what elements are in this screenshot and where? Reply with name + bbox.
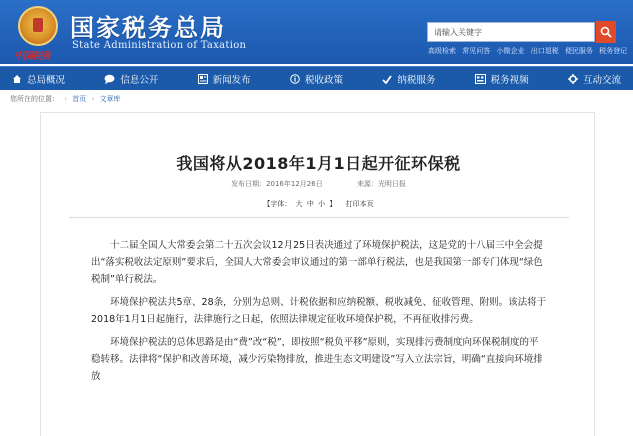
breadcrumb-archive[interactable]: 文章库 bbox=[99, 95, 121, 103]
article-paragraph: 环境保护税法的总体思路是由“费”改“税”，即按照“税负平移”原则，实现排污费制度向环保税制度的平稳转移。法律将“保护和改善环境，减少污染物排放，推进生态文明建设”写入立法宗旨，明确“直接向环境排放 bbox=[91, 337, 543, 382]
tax-emblem-logo[interactable] bbox=[18, 6, 58, 46]
quick-link[interactable]: 便民服务 bbox=[564, 47, 593, 55]
nav-item-video[interactable] bbox=[475, 67, 529, 91]
nav-item-interaction[interactable] bbox=[568, 67, 621, 91]
site-header bbox=[0, 0, 633, 64]
nav-item-service[interactable] bbox=[382, 67, 435, 91]
article-paragraph: 环境保护税法共5章、28条，分别为总则、计税依据和应纳税额、税收减免、征收管理、附则。该法将于2018年1月1日起施行，法律施行之日起，依照法律规定征收环境保护税，不再征收排污费。 bbox=[91, 297, 547, 325]
quick-link[interactable]: 常见问答 bbox=[462, 47, 491, 55]
breadcrumb bbox=[10, 94, 121, 106]
nav-label: 信息公开 bbox=[120, 75, 159, 86]
nav-label: 互动交流 bbox=[582, 75, 621, 86]
search-button[interactable] bbox=[596, 21, 616, 43]
site-title[interactable]: 国家税务总局 bbox=[70, 14, 226, 42]
article-source bbox=[357, 180, 406, 188]
date-label: 发布日期： bbox=[231, 180, 267, 188]
quick-link[interactable]: 税务登记 bbox=[599, 47, 628, 55]
nav-label: 纳税服务 bbox=[397, 75, 436, 86]
home-icon bbox=[12, 74, 22, 84]
nav-label: 税务视频 bbox=[490, 75, 529, 86]
article-title: 我国将从2018年1月1日起开征环保税 bbox=[176, 154, 461, 173]
font-size-close: 】 bbox=[329, 200, 337, 208]
nav-label: 总局概况 bbox=[27, 75, 66, 86]
breadcrumb-prefix: 您所在的位置： bbox=[10, 95, 59, 103]
article-divider bbox=[69, 217, 569, 218]
article-paragraph: 十二届全国人大常委会第二十五次会议12月25日表决通过了环境保护税法，这是党的十八届三中全会提出“落实税收法定原则”要求后，全国人大常委会审议通过的第一部单行税法，也是我国第一部专门体现“绿色税制”单行税法。 bbox=[91, 240, 543, 285]
nav-label: 税收政策 bbox=[304, 75, 343, 86]
emblem-caption: 中国税务 bbox=[14, 51, 50, 62]
video-icon bbox=[475, 74, 486, 84]
nav-item-info[interactable] bbox=[104, 67, 158, 91]
gear-icon bbox=[568, 74, 578, 84]
search-input[interactable]: 请输入关键字 bbox=[427, 22, 595, 42]
publish-date bbox=[231, 180, 323, 188]
font-size-medium-button[interactable]: 中 bbox=[306, 200, 314, 208]
source-value: 光明日报 bbox=[377, 180, 406, 188]
breadcrumb-separator: › bbox=[64, 95, 68, 103]
article-body bbox=[91, 237, 547, 391]
article-meta bbox=[41, 179, 596, 189]
nav-label: 新闻发布 bbox=[212, 75, 251, 86]
site-subtitle: State Administration of Taxation bbox=[72, 40, 247, 51]
chat-icon bbox=[104, 74, 115, 84]
service-icon bbox=[382, 74, 392, 84]
quick-link[interactable]: 小微企业 bbox=[496, 47, 525, 55]
article-panel bbox=[40, 112, 595, 436]
main-nav bbox=[0, 66, 633, 90]
nav-item-overview[interactable] bbox=[12, 67, 65, 91]
quick-link[interactable]: 出口退税 bbox=[530, 47, 559, 55]
nav-item-news[interactable] bbox=[198, 67, 251, 91]
search-icon bbox=[600, 26, 612, 38]
font-size-controls bbox=[41, 199, 596, 209]
info-icon bbox=[290, 74, 300, 84]
quick-links bbox=[428, 46, 628, 56]
font-size-label: 【字体： bbox=[263, 200, 292, 208]
breadcrumb-separator: › bbox=[91, 95, 95, 103]
date-value: 2016年12月26日 bbox=[266, 180, 323, 188]
source-label: 来源： bbox=[356, 180, 378, 188]
breadcrumb-home[interactable]: 首页 bbox=[72, 95, 87, 103]
font-size-large-button[interactable]: 大 bbox=[295, 200, 303, 208]
news-icon bbox=[198, 74, 208, 84]
print-page-link[interactable]: 打印本页 bbox=[345, 200, 374, 208]
font-size-small-button[interactable]: 小 bbox=[318, 200, 326, 208]
nav-item-policy[interactable] bbox=[290, 67, 343, 91]
quick-link[interactable]: 高级检索 bbox=[428, 47, 456, 55]
